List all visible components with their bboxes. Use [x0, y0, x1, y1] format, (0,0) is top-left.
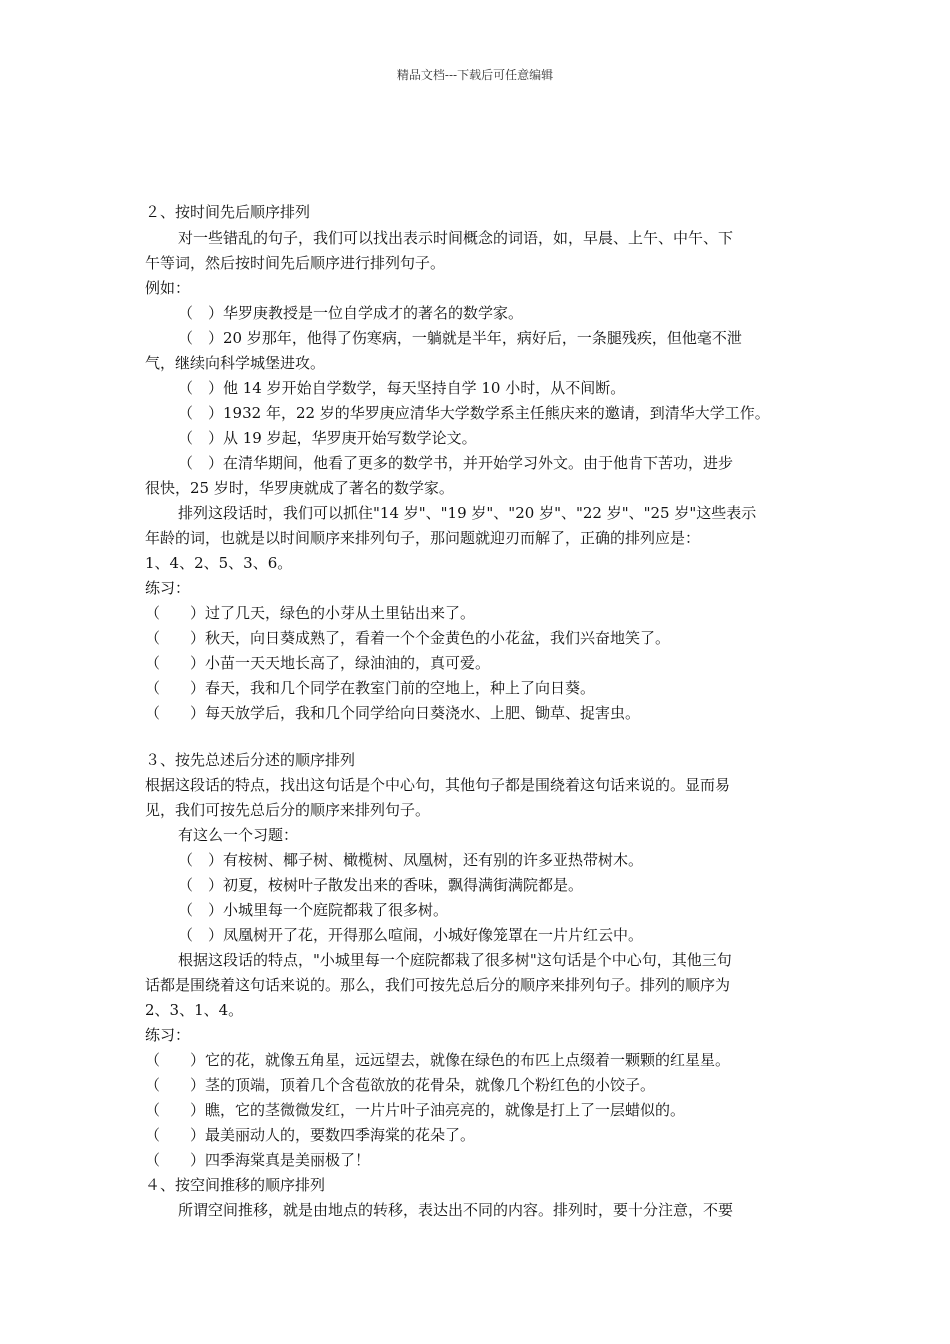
example-item: （ ）20 岁那年，他得了伤寒病，一躺就是半年，病好后，一条腿残疾，但他毫不泄: [178, 329, 742, 347]
example-item: （ ）从 19 岁起，华罗庚开始写数学论文。: [178, 429, 477, 447]
practice-label: 练习：: [145, 1026, 191, 1044]
answer-line: 1、4、2、5、3、6。: [145, 554, 293, 572]
practice-item: （ ）它的花，就像五角星，远远望去，就像在绿色的布匹上点缀着一颗颗的红星星。: [145, 1051, 731, 1069]
exercise-item: （ ）初夏，桉树叶子散发出来的香味，飘得满街满院都是。: [178, 876, 584, 894]
practice-label: 练习：: [145, 579, 191, 597]
exercise-item: （ ）有桉树、椰子树、橄榄树、凤凰树，还有别的许多亚热带树木。: [178, 851, 644, 869]
example-item: 气，继续向科学城堡进攻。: [145, 354, 326, 372]
paragraph-line: 所谓空间推移，就是由地点的转移，表达出不同的内容。排列时，要十分注意，不要: [178, 1201, 734, 1219]
exercise-item: （ ）凤凰树开了花，开得那么喧闹，小城好像笼罩在一片片红云中。: [178, 926, 644, 944]
example-item: 很快，25 岁时，华罗庚就成了著名的数学家。: [145, 479, 454, 497]
paragraph-line: 根据这段话的特点，"小城里每一个庭院都栽了很多树"这句话是个中心句，其他三句: [178, 951, 732, 969]
example-label: 例如：: [145, 279, 191, 297]
example-item: （ ）1932 年，22 岁的华罗庚应清华大学数学系主任熊庆来的邀请，到清华大学工作。: [178, 404, 770, 422]
exercise-label: 有这么一个习题：: [178, 826, 299, 844]
paragraph-line: 根据这段话的特点，找出这句话是个中心句，其他句子都是围绕着这句话来说的。显而易: [145, 776, 731, 794]
practice-item: （ ）瞧，它的茎微微发红，一片片叶子油亮亮的，就像是打上了一层蜡似的。: [145, 1101, 686, 1119]
paragraph-line: 年龄的词，也就是以时间顺序来排列句子，那问题就迎刃而解了，正确的排列应是：: [145, 529, 701, 547]
paragraph-line: 对一些错乱的句子，我们可以找出表示时间概念的词语，如，早晨、上午、中午、下: [178, 229, 734, 247]
practice-item: （ ）四季海棠真是美丽极了！: [145, 1151, 371, 1169]
practice-item: （ ）每天放学后，我和几个同学给向日葵浇水、上肥、锄草、捉害虫。: [145, 704, 641, 722]
answer-line: 2、3、1、4。: [145, 1001, 244, 1019]
exercise-item: （ ）小城里每一个庭院都栽了很多树。: [178, 901, 449, 919]
page-header: 精品文档---下载后可任意编辑: [396, 68, 554, 82]
practice-item: （ ）过了几天，绿色的小芽从土里钻出来了。: [145, 604, 476, 622]
practice-item: （ ）秋天，向日葵成熟了，看着一个个金黄色的小花盆，我们兴奋地笑了。: [145, 629, 671, 647]
paragraph-line: 排列这段话时，我们可以抓住"14 岁"、"19 岁"、"20 岁"、"22 岁"、"25 岁"这些表示: [178, 504, 757, 522]
practice-item: （ ）茎的顶端，顶着几个含苞欲放的花骨朵，就像几个粉红色的小饺子。: [145, 1076, 656, 1094]
example-item: （ ）华罗庚教授是一位自学成才的著名的数学家。: [178, 304, 524, 322]
practice-item: （ ）春天，我和几个同学在教室门前的空地上，种上了向日葵。: [145, 679, 596, 697]
paragraph-line: 话都是围绕着这句话来说的。那么，我们可按先总后分的顺序来排列句子。排列的顺序为: [145, 976, 731, 994]
section-2-title: ２、按时间先后顺序排列: [145, 203, 311, 221]
example-item: （ ）在清华期间，他看了更多的数学书，并开始学习外文。由于他肯下苦功，进步: [178, 454, 734, 472]
example-item: （ ）他 14 岁开始自学数学，每天坚持自学 10 小时，从不间断。: [178, 379, 626, 397]
section-4-title: ４、按空间推移的顺序排列: [145, 1176, 326, 1194]
practice-item: （ ）最美丽动人的，要数四季海棠的花朵了。: [145, 1126, 476, 1144]
paragraph-line: 见，我们可按先总后分的顺序来排列句子。: [145, 801, 431, 819]
paragraph-line: 午等词，然后按时间先后顺序进行排列句子。: [145, 254, 446, 272]
practice-item: （ ）小苗一天天地长高了，绿油油的，真可爱。: [145, 654, 491, 672]
section-3-title: ３、按先总述后分述的顺序排列: [145, 751, 356, 769]
